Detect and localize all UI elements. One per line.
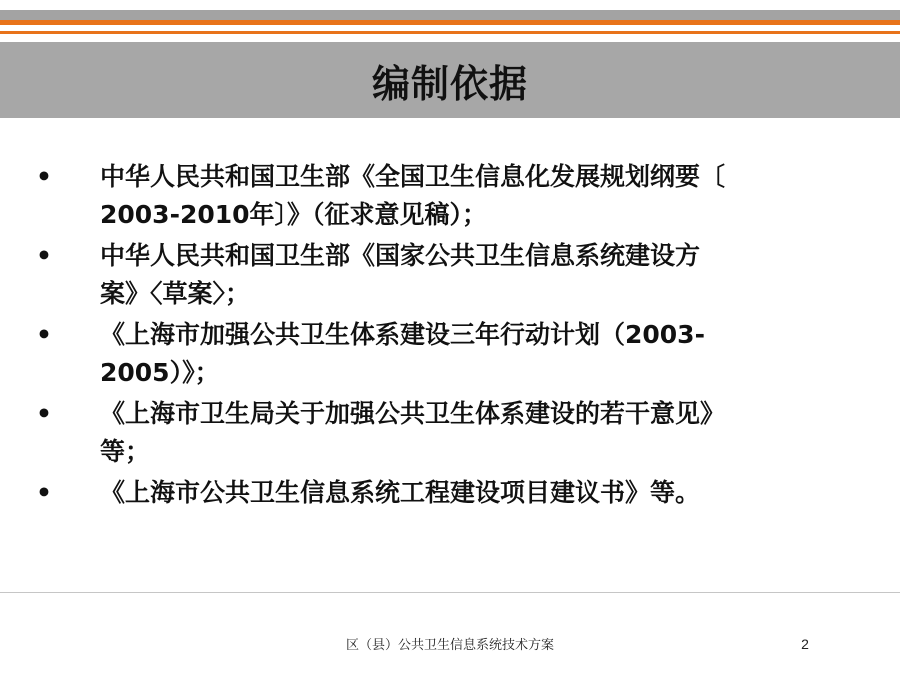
bullet-dot-icon: • [36,320,52,349]
top-orange-stripe [0,20,900,25]
bullet-dot-icon: • [36,162,52,191]
bullet-line: 中华人民共和国卫生部《国家公共卫生信息系统建设方 [100,241,701,270]
top-gray-stripe [0,10,900,20]
bullet-line: 《上海市公共卫生信息系统工程建设项目建议书》等。 [100,478,701,507]
bullet-item [36,316,856,392]
footer-text: 区（县）公共卫生信息系统技术方案 [345,638,554,653]
bullet-dot-icon: • [36,399,52,428]
page-number: 2 [801,636,809,652]
bullet-item [36,237,856,313]
bullet-line: 2005）》； [100,358,220,387]
bullet-dot-icon: • [36,478,52,507]
bullet-item [36,474,856,512]
bullet-item [36,395,856,471]
bullet-line: 等； [100,437,151,466]
bullet-line: 2003-2010年〕》（征求意见稿）； [100,200,488,229]
title-band [0,42,900,118]
bullet-line: 案》〈草案〉； [100,279,251,308]
bullet-line: 《上海市卫生局关于加强公共卫生体系建设的若干意见》 [100,399,726,428]
bullet-dot-icon: • [36,241,52,270]
bullet-line: 《上海市加强公共卫生体系建设三年行动计划（2003- [100,320,705,349]
top-orange-thin-stripe [0,31,900,34]
bullet-line: 中华人民共和国卫生部《全国卫生信息化发展规划纲要〔 [100,162,726,191]
bullet-list [36,158,856,515]
slide-title: 编制依据 [371,61,528,106]
bullet-item [36,158,856,234]
footer-divider [0,592,900,593]
